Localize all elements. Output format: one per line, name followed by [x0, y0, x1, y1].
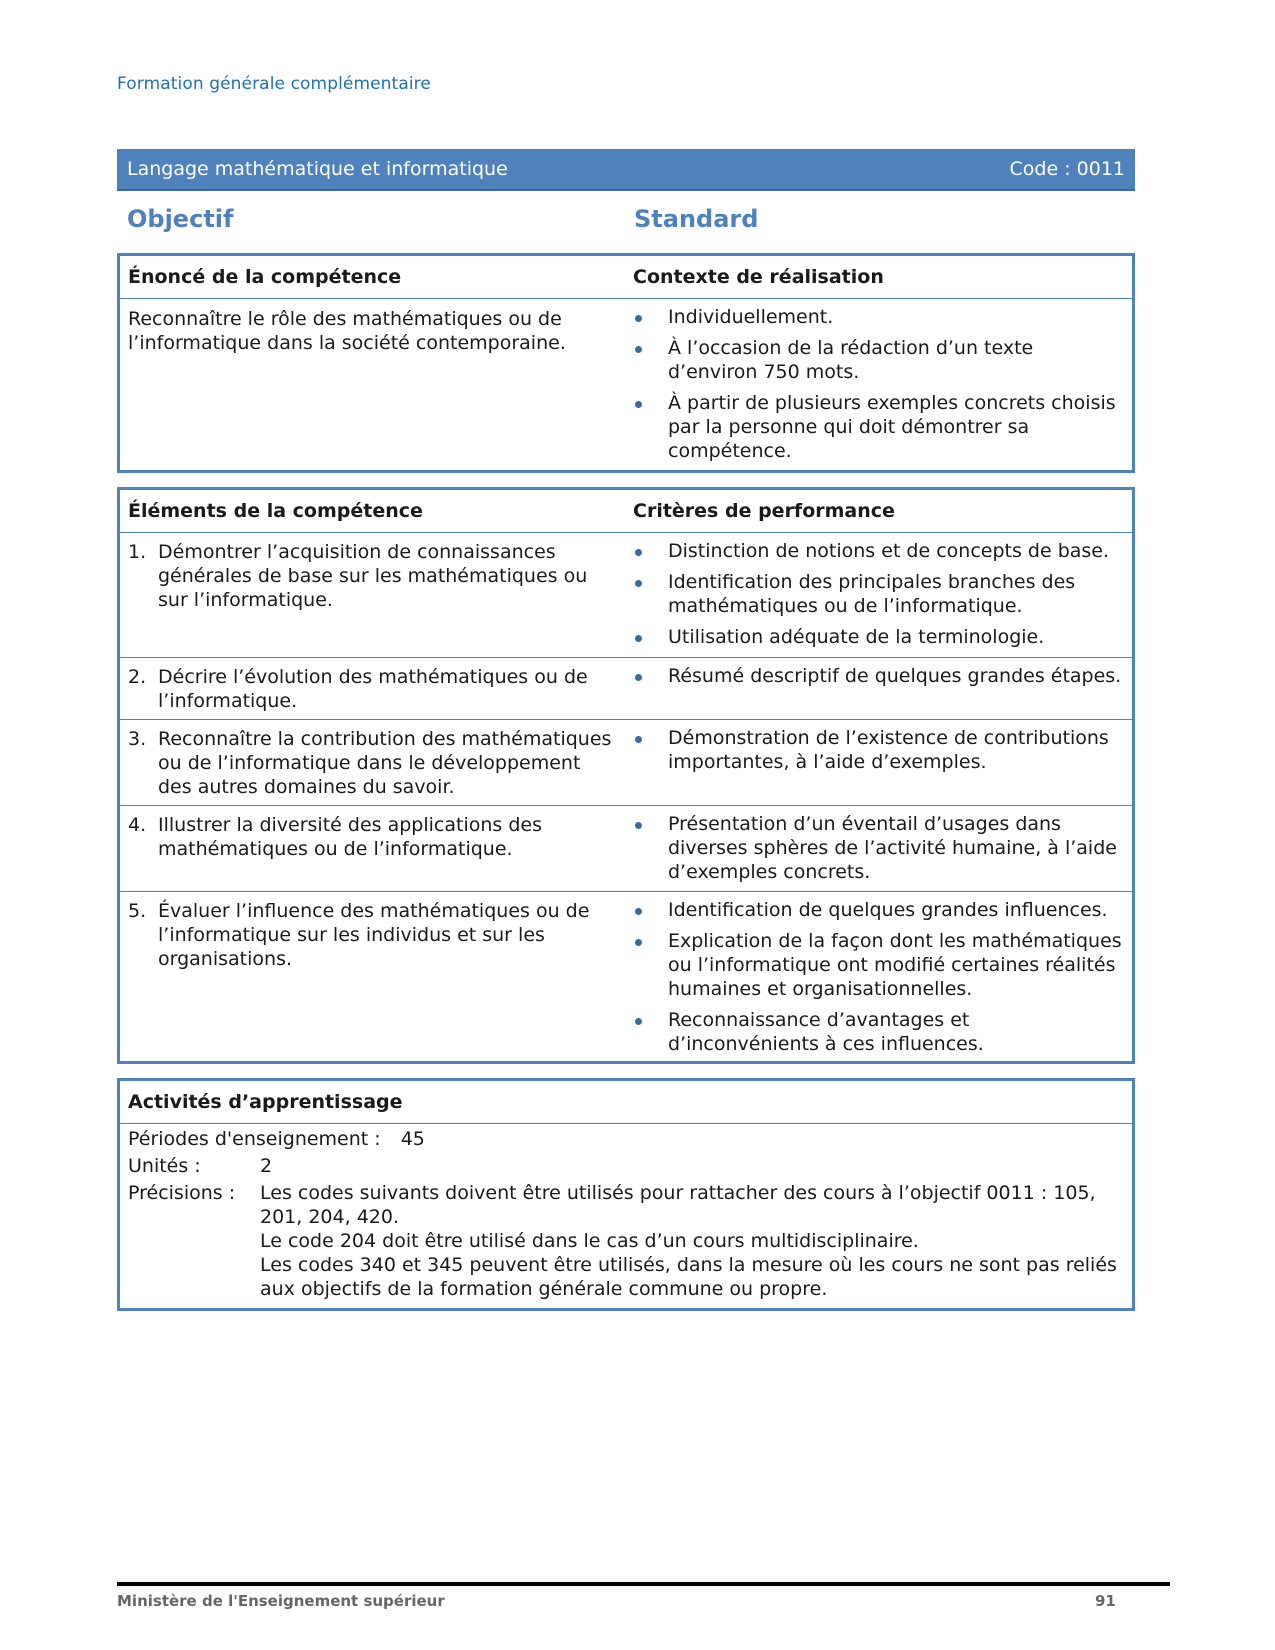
precision-item: Les codes suivants doivent être utilisés pour rattacher des cours à l’objectif 0011 : 105, 201, 204, 420.: [260, 1182, 1096, 1228]
element-item: [128, 665, 617, 713]
context-header: Contexte de réalisation: [633, 266, 884, 288]
publisher-name: Ministère de l'Enseignement supérieur: [117, 1592, 445, 1610]
precisions-line: [128, 1181, 1124, 1301]
competence-table: [117, 253, 1135, 473]
precision-item: Le code 204 doit être utilisé dans le cas d’un cours multidisciplinaire.: [260, 1230, 919, 1252]
table-row: [120, 532, 1132, 657]
element-number: 3.: [128, 728, 147, 750]
table-row: [120, 719, 1132, 805]
course-title-bar: [117, 149, 1135, 191]
criteria-header: Critères de performance: [633, 500, 895, 522]
criterion-item: Distinction de notions et de concepts de base.: [633, 539, 1124, 563]
course-title: Langage mathématique et informatique: [127, 158, 508, 180]
element-text: Illustrer la diversité des applications des mathématiques ou de l’informatique.: [158, 814, 542, 860]
elements-table: [117, 487, 1135, 1064]
activities-table-header: [120, 1081, 1132, 1123]
statement-header: Énoncé de la compétence: [128, 266, 402, 288]
context-item: Individuellement.: [633, 305, 1124, 329]
criterion-item: Utilisation adéquate de la terminologie.: [633, 625, 1124, 649]
precisions-label: Précisions :: [128, 1182, 236, 1204]
context-item: À l’occasion de la rédaction d’un texte d’environ 750 mots.: [633, 336, 1124, 384]
units-line: [128, 1154, 1124, 1178]
table-row: [120, 805, 1132, 891]
element-text: Décrire l’évolution des mathématiques ou de l’informatique.: [158, 666, 588, 712]
criteria-list: [633, 812, 1124, 884]
course-code: Code : 0011: [1009, 158, 1125, 180]
criterion-item: Explication de la façon dont les mathématiques ou l’informatique ont modifié certaines réalités humaines et organisationnelles.: [633, 929, 1124, 1001]
competence-table-row: [120, 298, 1132, 469]
element-text: Évaluer l’influence des mathématiques ou de l’informatique sur les individus et sur les organisations.: [158, 900, 590, 970]
criteria-list: [633, 898, 1124, 1056]
competence-statement: Reconnaître le rôle des mathématiques ou de l’informatique dans la société contemporaine.: [128, 308, 566, 354]
element-item: [128, 540, 617, 612]
criteria-list: [633, 726, 1124, 774]
elements-table-header: [120, 490, 1132, 532]
element-number: 4.: [128, 814, 147, 836]
precision-item: Les codes 340 et 345 peuvent être utilisés, dans la mesure où les cours ne sont pas reliés aux objectifs de la formation générale commune ou propre.: [260, 1254, 1117, 1300]
criterion-item: Identification des principales branches des mathématiques ou de l’informatique.: [633, 570, 1124, 618]
table-row: [120, 891, 1132, 1062]
table-row: [120, 657, 1132, 719]
criterion-item: Résumé descriptif de quelques grandes étapes.: [633, 664, 1124, 688]
context-cell: [625, 299, 1132, 469]
element-number: 1.: [128, 541, 147, 563]
element-text: Démontrer l’acquisition de connaissances générales de base sur les mathématiques ou sur l’informatique.: [158, 541, 588, 611]
element-text: Reconnaître la contribution des mathématiques ou de l’informatique dans le développement des autres domaines du savoir.: [158, 728, 612, 798]
competence-table-header: [120, 256, 1132, 298]
element-item: [128, 813, 617, 861]
activities-table: [117, 1078, 1135, 1311]
context-list: [633, 305, 1124, 463]
elements-header: Éléments de la compétence: [128, 500, 423, 522]
criterion-item: Présentation d’un éventail d’usages dans diverses sphères de l’activité humaine, à l’aide d’exemples concrets.: [633, 812, 1124, 884]
element-item: [128, 727, 617, 799]
running-title: Formation générale complémentaire: [117, 74, 431, 94]
section-headings: [117, 205, 1135, 241]
page-number: 91: [1095, 1592, 1116, 1610]
criterion-item: Démonstration de l’existence de contributions importantes, à l’aide d’exemples.: [633, 726, 1124, 774]
precisions-text: [260, 1181, 1124, 1301]
periods-value: 45: [400, 1128, 425, 1150]
criterion-item: Identification de quelques grandes influences.: [633, 898, 1124, 922]
activities-header: Activités d’apprentissage: [128, 1091, 403, 1113]
element-number: 2.: [128, 666, 147, 688]
criterion-item: Reconnaissance d’avantages et d’inconvénients à ces influences.: [633, 1008, 1124, 1056]
footer-divider: [117, 1582, 1170, 1586]
units-label: Unités :: [128, 1155, 201, 1177]
periods-label: Périodes d'enseignement :: [128, 1128, 381, 1150]
standard-heading: Standard: [634, 205, 759, 233]
criteria-list: [633, 539, 1124, 649]
periods-line: [128, 1127, 1124, 1151]
criteria-list: [633, 664, 1124, 688]
context-item: À partir de plusieurs exemples concrets choisis par la personne qui doit démontrer sa compétence.: [633, 391, 1124, 463]
element-number: 5.: [128, 900, 147, 922]
units-value: 2: [260, 1155, 273, 1177]
activities-body: [120, 1124, 1132, 1312]
activities-body-row: [120, 1123, 1132, 1312]
objectif-heading: Objectif: [127, 205, 234, 233]
element-item: [128, 899, 617, 971]
page-footer: [117, 1592, 1117, 1610]
